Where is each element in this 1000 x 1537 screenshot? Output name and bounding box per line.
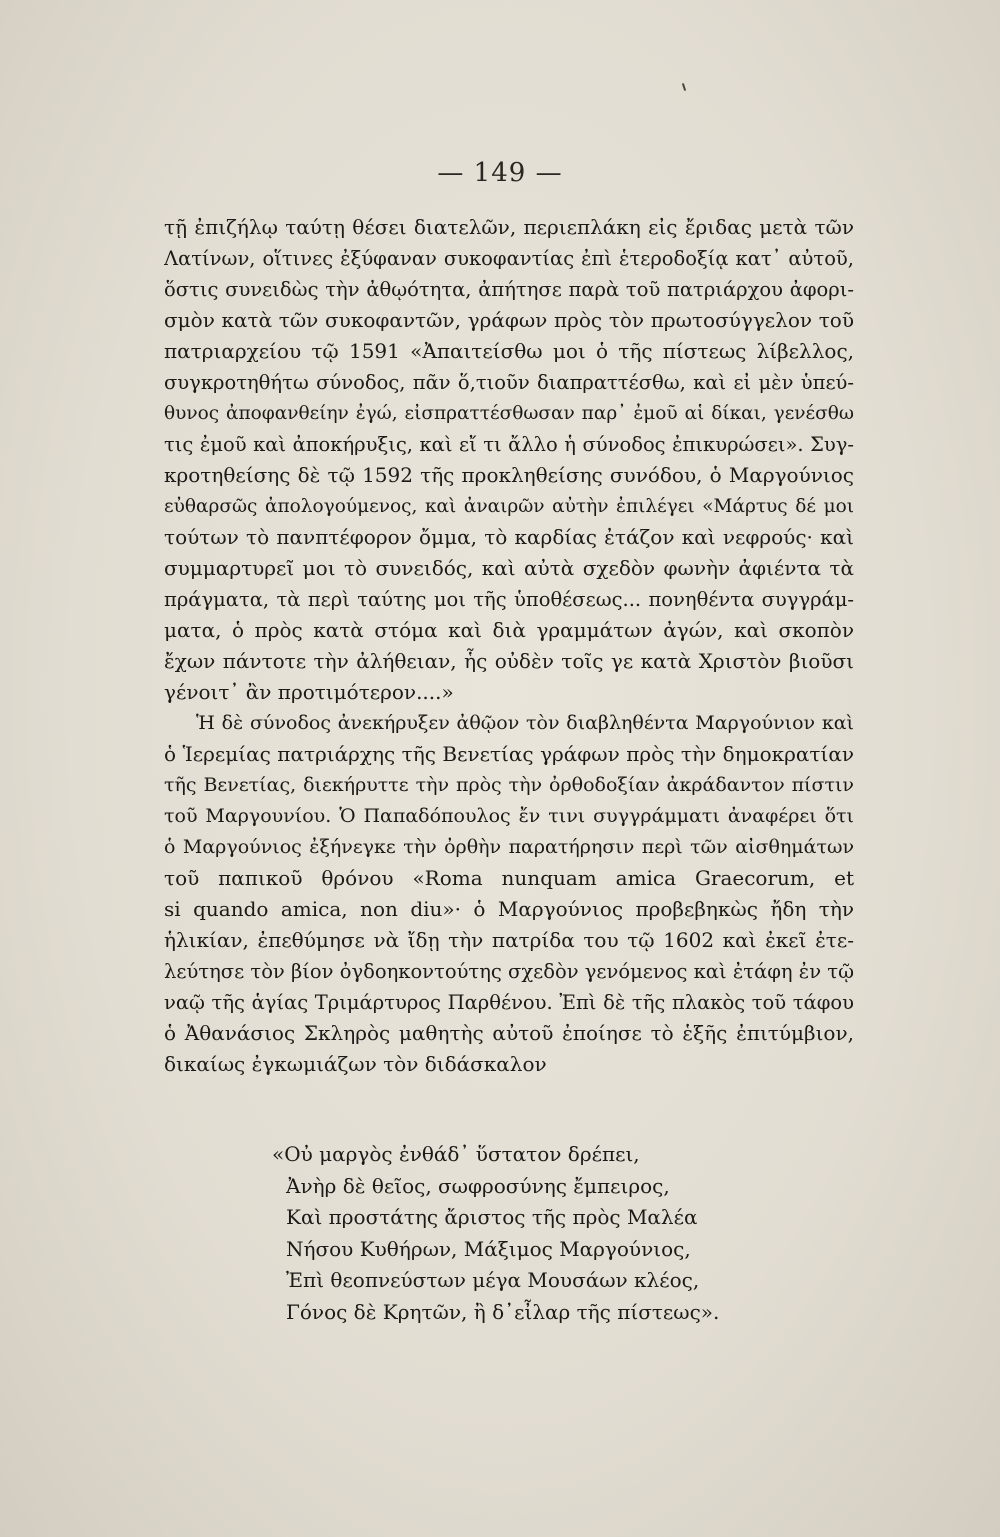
text-line: τοῦ Μαργουνίου. Ὁ Παπαδόπουλος ἔν τινι συγγράμματι ἀναφέρει ὅτι (164, 805, 854, 827)
text-line: τῇ ἐπιζήλῳ ταύτῃ θέσει διατελῶν, περιεπλάκη εἰς ἔριδας μετὰ τῶν (164, 215, 854, 239)
text-line: ἡλικίαν, ἐπεθύμησε νὰ ἴδῃ τὴν πατρίδα του τῷ 1602 καὶ ἐκεῖ ἐτε- (164, 928, 854, 952)
verse-line: Γόνος δὲ Κρητῶν, ἢ δ᾽εἶλαρ τῆς πίστεως». (286, 1299, 720, 1324)
text-line: δικαίως ἐγκωμιάζων τὸν διδάσκαλον (164, 1052, 547, 1076)
text-line: πράγματα, τὰ περὶ ταύτης μοι τῆς ὑποθέσεως... πονηθέντα συγγράμ- (164, 588, 854, 611)
text-line: Λατίνων, οἵτινες ἐξύφαναν συκοφαντίας ἐπὶ ἑτεροδοξίᾳ κατ᾽ αὐτοῦ, (164, 247, 854, 270)
text-line: συμμαρτυρεῖ μοι τὸ συνειδός, καὶ αὐτὰ σχεδὸν φωνὴν ἀφιέντα τὰ (164, 556, 854, 580)
text-line: ματα, ὁ πρὸς κατὰ στόμα καὶ διὰ γραμμάτων ἀγών, καὶ σκοπὸν (164, 618, 854, 642)
epitaph-verse (272, 1139, 792, 1328)
text-line: κροτηθείσης δὲ τῷ 1592 τῆς προκληθείσης συνόδου, ὁ Μαργούνιος (164, 463, 854, 487)
page-number: — 149 — (437, 158, 563, 188)
text-line: ὁ Μαργούνιος ἐξήνεγκε τὴν ὀρθὴν παρατήρησιν περὶ τῶν αἰσθημάτων (164, 836, 854, 858)
verse-line: Ἐπὶ θεοπνεύστων μέγα Μουσάων κλέος, (286, 1268, 700, 1292)
text-line: τῆς Βενετίας, διεκήρυττε τὴν πρὸς τὴν ὀρθοδοξίαν ἀκράδαντον πίστιν (164, 774, 854, 796)
text-line: si quando amica, non diu»· ὁ Μαργούνιος προβεβηκὼς ἤδη τὴν (164, 897, 854, 921)
ink-speck (682, 83, 686, 91)
text-line: σμὸν κατὰ τῶν συκοφαντῶν, γράφων πρὸς τὸν πρωτοσύγγελον τοῦ (164, 308, 854, 332)
text-line: Ἡ δὲ σύνοδος ἀνεκήρυξεν ἀθῷον τὸν διαβληθέντα Μαργούνιον καὶ (196, 712, 854, 734)
verse-line: Καὶ προστάτης ἄριστος τῆς πρὸς Μαλέα (286, 1205, 698, 1229)
body-text (164, 212, 854, 1080)
text-line: ναῷ τῆς ἁγίας Τριμάρτυρος Παρθένου. Ἐπὶ δὲ τῆς πλακὸς τοῦ τάφου (164, 991, 854, 1014)
text-line: λεύτησε τὸν βίον ὀγδοηκοντούτης σχεδὸν γενόμενος καὶ ἐτάφη ἐν τῷ (164, 960, 854, 983)
text-line: συγκροτηθήτω σύνοδος, πᾶν ὅ,τιοῦν διαπραττέσθω, καὶ εἰ μὲν ὑπεύ- (164, 371, 854, 394)
text-line: ὅστις συνειδὼς τὴν ἀθῳότητα, ἀπήτησε παρὰ τοῦ πατριάρχου ἀφορι- (164, 278, 854, 301)
text-line: εὐθαρσῶς ἀπολογούμενος, καὶ ἀναιρῶν αὐτὴν ἐπιλέγει «Μάρτυς δέ μοι (164, 496, 854, 517)
verse-line: «Οὐ μαργὸς ἐνθάδ᾽ ὕστατον δρέπει, (272, 1142, 640, 1166)
text-line: τις ἐμοῦ καὶ ἀποκήρυξις, καὶ εἴ τι ἄλλο ἡ σύνοδος ἐπικυρώσει». Συγ- (164, 433, 854, 456)
text-line: ὁ Ἱερεμίας πατριάρχης τῆς Βενετίας γράφων πρὸς τὴν δημοκρατίαν (164, 742, 854, 766)
text-line: ἔχων πάντοτε τὴν ἀλήθειαν, ἧς οὐδὲν τοῖς γε κατὰ Χριστὸν βιοῦσι (164, 649, 854, 673)
verse-line: Ἀνὴρ δὲ θεῖος, σωφροσύνης ἔμπειρος, (286, 1173, 670, 1198)
text-line: πατριαρχείου τῷ 1591 «Ἀπαιτείσθω μοι ὁ τῆς πίστεως λίβελλος, (164, 339, 854, 363)
text-line: τούτων τὸ πανπτέφορον ὄμμα, τὸ καρδίας ἐτάζον καὶ νεφρούς· καὶ (164, 525, 854, 549)
verse-line: Νήσου Κυθήρων, Μάξιμος Μαργούνιος, (286, 1236, 691, 1261)
text-line: ὁ Ἀθανάσιος Σκληρὸς μαθητὴς αὐτοῦ ἐποίησε τὸ ἑξῆς ἐπιτύμβιον, (164, 1021, 854, 1045)
text-line: γένοιτ᾽ ἂν προτιμότερον....» (164, 680, 454, 704)
text-line: θυνος ἀποφανθείην ἐγώ, εἰσπραττέσθωσαν παρ᾽ ἐμοῦ αἱ δίκαι, γενέσθω (164, 403, 854, 424)
text-line: τοῦ παπικοῦ θρόνου «Roma nunquam amica Graecorum, et (164, 866, 854, 890)
